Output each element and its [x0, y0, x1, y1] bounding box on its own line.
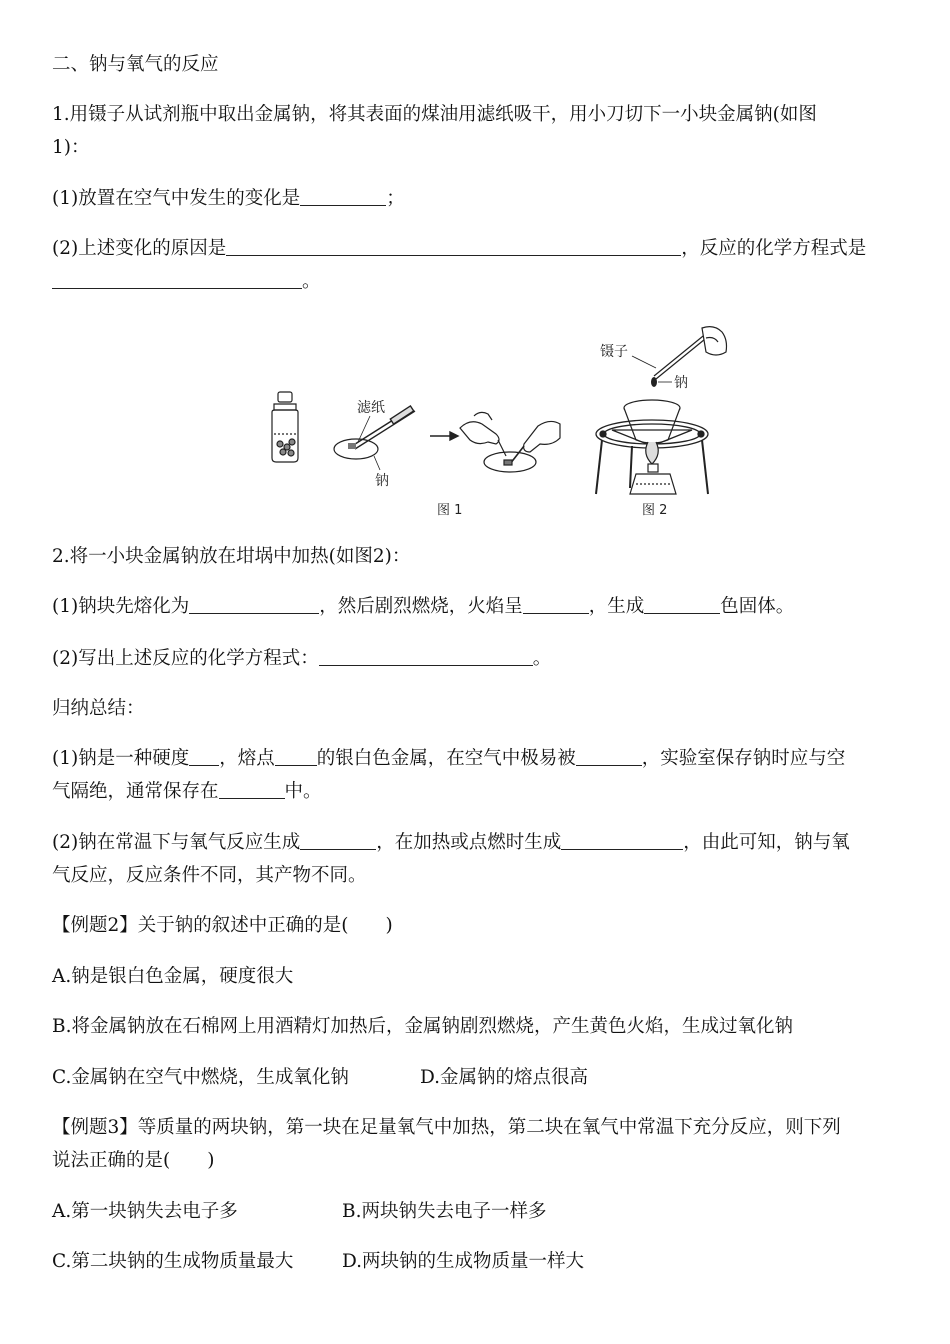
- example3-option-a: A.第一块钠失去电子多: [52, 1201, 238, 1222]
- answer-blank[interactable]: [189, 745, 219, 766]
- answer-blank[interactable]: [300, 829, 376, 850]
- fig1-caption: 图 1: [437, 503, 463, 518]
- summary-s2: [52, 826, 850, 859]
- answer-blank[interactable]: [275, 745, 317, 766]
- answer-blank[interactable]: [319, 645, 533, 666]
- summary-s1-line2-a: 气隔绝，通常保存在: [52, 781, 219, 802]
- q1-sub2-end: 。: [302, 271, 321, 292]
- example2-option-a: A.钠是银白色金属，硬度很大: [52, 966, 294, 987]
- q1-sub1-suffix: ；: [386, 188, 405, 209]
- answer-blank[interactable]: [219, 778, 285, 799]
- q2-sub2: [52, 642, 551, 675]
- summary-s2-line2: 气反应，反应条件不同，其产物不同。: [52, 865, 367, 886]
- q2-sub1-b: ，然后剧烈燃烧，火焰呈: [319, 596, 523, 617]
- answer-blank[interactable]: [576, 745, 642, 766]
- q2-line1: 2.将一小块金属钠放在坩埚中加热(如图2)：: [52, 546, 411, 567]
- q2-sub1: [52, 590, 794, 623]
- answer-blank[interactable]: [300, 185, 386, 206]
- experiment-illustration: [262, 316, 732, 528]
- q1-sub1: [52, 182, 405, 215]
- example3-option-d: D.两块钠的生成物质量一样大: [342, 1251, 585, 1272]
- q1-sub2-line2: [52, 265, 321, 298]
- q1-line2: 1)：: [52, 137, 90, 158]
- answer-blank[interactable]: [189, 593, 319, 614]
- answer-blank[interactable]: [561, 829, 683, 850]
- reagent-bottle-icon: [272, 392, 298, 462]
- summary-s1-b: ，熔点: [219, 748, 275, 769]
- q2-sub2-end: 。: [532, 648, 552, 669]
- example2-option-c: C.金属钠在空气中燃烧，生成氧化钠: [52, 1067, 349, 1088]
- q1-sub2: [52, 232, 866, 265]
- example3-stem-line1: 【例题3】等质量的两块钠，第一块在足量氧气中加热，第二块在氧气中常温下充分反应，则下列: [52, 1117, 841, 1138]
- summary-s1-line2-b: 中。: [284, 781, 322, 802]
- q2-sub1-a: (1)钠块先熔化为: [52, 596, 190, 617]
- q2-sub2-prefix: (2)写出上述反应的化学方程式：: [52, 648, 319, 669]
- answer-blank[interactable]: [644, 593, 720, 614]
- tweezers-hand-icon: [654, 327, 727, 379]
- summary-s1-c: 的银白色金属，在空气中极易被: [316, 748, 576, 769]
- fig2-label-tweezers: 镊子: [600, 344, 628, 360]
- example2-option-b: B.将金属钠放在石棉网上用酒精灯加热后，金属钠剧烈燃烧，产生黄色火焰，生成过氧化钠: [52, 1016, 793, 1037]
- summary-s2-a: (2)钠在常温下与氧气反应生成: [52, 832, 301, 853]
- sodium-piece-icon: [651, 377, 657, 387]
- summary-s2-b: ，在加热或点燃时生成: [376, 832, 562, 853]
- fig2-label-na: 钠: [674, 375, 688, 391]
- summary-title: 归纳总结：: [52, 698, 145, 719]
- fig1-label-na: 钠: [375, 473, 389, 489]
- hands-cutting-icon: [460, 412, 560, 472]
- summary-s1-d: ，实验室保存钠时应与空: [641, 748, 846, 769]
- summary-s1-line2: [52, 775, 322, 808]
- q1-sub2-prefix: (2)上述变化的原因是: [52, 238, 227, 259]
- q1-sub1-prefix: (1)放置在空气中发生的变化是: [52, 188, 301, 209]
- experiment-figure: [262, 316, 732, 528]
- q2-sub1-d: 色固体。: [720, 596, 795, 617]
- summary-s1: [52, 742, 845, 775]
- example3-stem-line2: 说法正确的是( ): [52, 1150, 215, 1171]
- answer-blank[interactable]: [52, 268, 302, 289]
- q1-sub2-mid: ，反应的化学方程式是: [681, 238, 867, 259]
- section-title: 二、钠与氧气的反应: [52, 54, 219, 75]
- summary-s2-c: ，由此可知，钠与氧: [683, 832, 850, 853]
- arrow-right-icon: [430, 432, 458, 440]
- example3-option-b: B.两块钠失去电子一样多: [342, 1201, 547, 1222]
- fig1-label-filter: 滤纸: [357, 400, 385, 416]
- answer-blank[interactable]: [523, 593, 589, 614]
- q1-line1: 1.用镊子从试剂瓶中取出金属钠，将其表面的煤油用滤纸吸干，用小刀切下一小块金属钠(如图: [52, 104, 817, 125]
- example3-option-c: C.第二块钠的生成物质量最大: [52, 1251, 294, 1272]
- summary-s1-a: (1)钠是一种硬度: [52, 748, 190, 769]
- example2-stem: 【例题2】关于钠的叙述中正确的是( ): [52, 915, 393, 936]
- fig2-caption: 图 2: [642, 503, 668, 518]
- q2-sub1-c: ，生成: [588, 596, 645, 617]
- answer-blank[interactable]: [226, 235, 681, 256]
- example2-option-d: D.金属钠的熔点很高: [420, 1067, 589, 1088]
- crucible-icon: [624, 400, 680, 443]
- alcohol-lamp-icon: [630, 442, 676, 494]
